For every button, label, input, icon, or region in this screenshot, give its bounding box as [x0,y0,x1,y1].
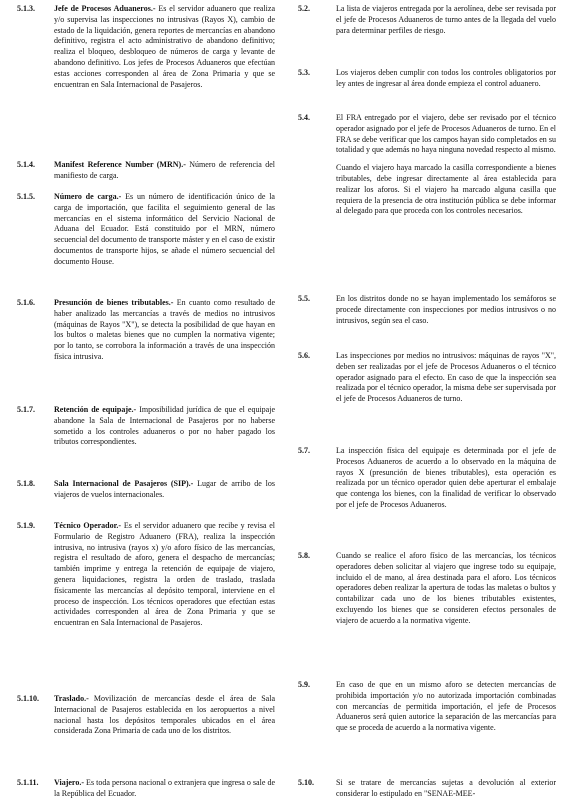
section-number: 5.9. [298,680,310,689]
section-item [298,680,556,734]
section-number: 5.1.10. [17,694,39,703]
definition-body: Número de referencia del manifiesto de carga. [54,160,275,180]
section-item [298,294,556,326]
section-text [336,113,556,217]
definition-body: Es el servidor aduanero que recibe y revisa el Formulario de Registro Aduanero (FRA), realiza la inspección intrusiva, no intrusiva (rayos x) y/o aforo físico de las mercancías, registra el resultado de aforo, genera el despacho de mercancías; también imprime y entrega la retención de equipaje de viajero, genera liquidaciones, registra la orden de traslado, traslada físicamente las mercancías al depósito temporal, interviene en el proceso de inspección. Los técnicos operadores que efectúan estas actividades corresponden al área de Zona Primaria y que se encuentran en Sala Internacional de Pasajeros. [54,521,275,628]
section-item [298,4,556,36]
definition-body: Imposibilidad jurídica de que el equipaje abandone la Sala de Internacional de Pasajeros por no haberse sometido a los controles aduaneros o por no haber pagado los tributos correspondientes. [54,405,275,447]
section-item [298,446,556,511]
paragraph: Cuando se realice el aforo físico de las mercancías, los técnicos operadores deben solicitar al viajero que ingrese todo su equipaje, incluido el de mano, al área destinada para el aforo. Los técnicos operadores deben realizar la apertura de todas las maletas o bultos y contabilizar cada uno de los bienes tributables existentes, excluyendo los bienes que se consideren efectos personales de viajero de acuerdo a la normativa vigente. [336,551,556,625]
section-item [298,351,556,405]
definition-item [17,192,275,268]
definition-term: Presunción de bienes tributables.- [54,298,174,307]
section-number: 5.1.4. [17,160,35,169]
paragraph: Las inspecciones por medios no intrusivos: máquinas de rayos "X", deben ser realizadas por el jefe de Procesos Aduaneros o el técnico operador asignado para el efecto. En caso de que la inspección sea realizada por el técnico operador, la misma debe ser supervisada por el jefe de Procesos Aduaneros de turno. [336,351,556,404]
definition-item [17,521,275,629]
definition-text [54,479,275,501]
definition-body: Lugar de arribo de los viajeros de vuelos internacionales. [54,479,275,499]
section-number: 5.1.6. [17,298,35,307]
section-number: 5.1.3. [17,4,35,13]
paragraph: Cuando el viajero haya marcado la casilla correspondiente a bienes tributables, debe ingresar directamente al área establecida para realizar los aforos. Si el viajero ha marcado alguna casilla que requiera de la presencia de otra institución pública se debe informar al delegado para que proceda con los controles necesarios. [336,163,556,216]
section-number: 5.5. [298,294,310,303]
definition-term: Sala Internacional de Pasajeros (SIP).- [54,479,194,488]
section-text [336,551,556,627]
definition-term: Traslado.- [54,694,89,703]
definition-item [17,479,275,501]
definition-item [17,405,275,448]
section-text [336,4,556,36]
section-number: 5.1.11. [17,778,39,787]
definition-term: Manifest Reference Number (MRN).- [54,160,186,169]
section-number: 5.1.8. [17,479,35,488]
section-number: 5.10. [298,778,314,787]
definition-body: En cuanto como resultado de haber analizado las mercancías a través de medios no intrusivos (máquinas de Rayos "X"), se detecta la posibilidad de que hayan en los bultos o maletas bienes que no cumplen la normativa vigente; por lo tanto, se corrobora la información a través de una inspección física intrusiva. [54,298,275,361]
definition-text [54,4,275,90]
section-item [298,551,556,627]
definition-text [54,694,275,737]
definition-term: Retención de equipaje.- [54,405,137,414]
definition-text [54,298,275,363]
section-number: 5.1.7. [17,405,35,414]
section-number: 5.1.9. [17,521,35,530]
section-text [336,294,556,326]
paragraph: La lista de viajeros entregada por la aerolínea, debe ser revisada por el jefe de Procesos Aduaneros de turno antes de la llegada del vuelo para determinar perfiles de riesgo. [336,4,556,35]
definition-text [54,160,275,182]
paragraph: Los viajeros deben cumplir con todos los controles obligatorios por ley antes de ingresar al área donde empieza el control aduanero. [336,68,556,88]
section-item [298,68,556,90]
definition-item [17,694,275,737]
section-number: 5.3. [298,68,310,77]
paragraph: En los distritos donde no se hayan implementado los semáforos se procede directamente con inspecciones por medios intrusivos o no intrusivos, según sea el caso. [336,294,556,325]
definition-term: Número de carga.- [54,192,122,201]
section-number: 5.1.5. [17,192,35,201]
section-number: 5.7. [298,446,310,455]
definition-term: Técnico Operador.- [54,521,122,530]
definition-term: Jefe de Procesos Aduaneros.- [54,4,156,13]
definition-item [17,160,275,182]
section-item [298,113,556,217]
section-number: 5.4. [298,113,310,122]
definition-item [17,4,275,90]
definition-body: Es un número de identificación único de la carga de importación, que facilita el seguimiento general de las mercancías en el sistema informático del Servicio Nacional de Aduana del Ecuador. Está constituido por el MRN, número secuencial del documento de transporte máster y en el caso de existir documentos de transporte hijos, se añade el número secuencial del documento House. [54,192,275,266]
definition-body: Es toda persona nacional o extranjera que ingresa o sale de la República del Ecuador. [54,778,275,798]
definition-text [54,405,275,448]
paragraph: En caso de que en un mismo aforo se detecten mercancías de prohibida importación y/o no autorizada importación combinadas con mercancías de permitida importación, el jefe de Procesos Aduaneros será quien autorice la separación de las mercancías para que se proceda de acuerdo a la normativa vigente. [336,680,556,733]
paragraph: Si se tratare de mercancías sujetas a devolución al exterior considerar lo estipulado en "SENAE-MEE- [336,778,556,798]
definition-text [54,192,275,268]
section-text [336,446,556,511]
section-number: 5.8. [298,551,310,560]
section-text [336,680,556,734]
definition-body: Movilización de mercancías desde el área de Sala Internacional de Pasajeros establecida en los aeropuertos a nivel nacional hasta los depósitos temporales ubicados en el área considerada Zona Primaria de cada uno de los distritos. [54,694,275,736]
section-item [298,778,556,800]
definition-text [54,778,275,800]
section-number: 5.6. [298,351,310,360]
paragraph: La inspección física del equipaje es determinada por el jefe de Procesos Aduaneros de acuerdo a lo observado en la máquina de rayos X (presunción de bienes tributables), esta operación es realizada por un técnico operador quien debe aperturar el embalaje que contenga los bienes, con la finalidad de verificar lo observado por el jefe de Procesos Aduaneros. [336,446,556,509]
definition-item [17,298,275,363]
section-number: 5.2. [298,4,310,13]
section-text [336,778,556,800]
definition-term: Viajero.- [54,778,84,787]
paragraph: El FRA entregado por el viajero, debe ser revisado por el técnico operador asignado por el jefe de Procesos Aduaneros de turno. En el FRA se debe verificar que los campos hayan sido completados en su totalidad y que además no haya ninguna novedad respecto al mismo. [336,113,556,155]
section-text [336,68,556,90]
definition-item [17,778,275,800]
section-text [336,351,556,405]
definition-text [54,521,275,629]
definition-body: Es el servidor aduanero que realiza y/o supervisa las inspecciones no intrusivas (Rayos X), cambio de estado de la liquidación, genera reportes de mercancías en abandono definitivo, registra el acto administrativo de abandono definitivo; realiza el bloqueo, desbloqueo de números de carga y levante de abandono definitivo. Los jefes de Procesos Aduaneros que efectúan estas acciones corresponden al área de Zona Primaria y que se encuentran en Sala Internacional de Pasajeros. [54,4,275,89]
